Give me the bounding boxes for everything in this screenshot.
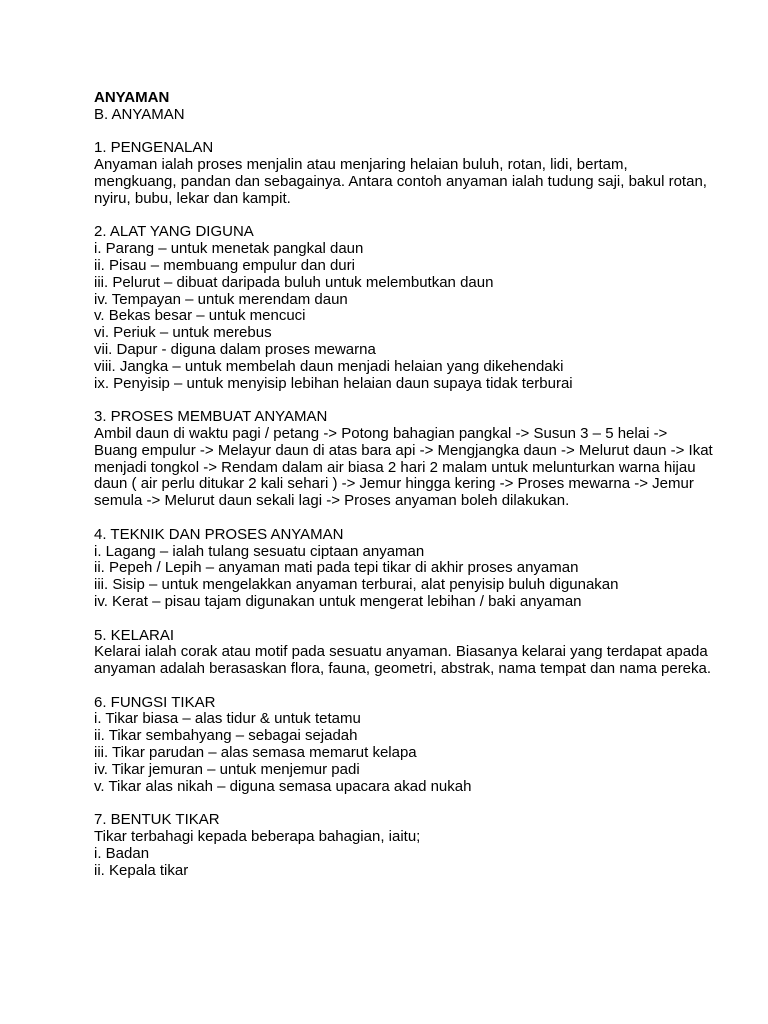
list-item: ii. Tikar sembahyang – sebagai sejadah (94, 727, 358, 745)
list-item: iii. Tikar parudan – alas semasa memarut kelapa (94, 744, 417, 762)
list-item: i. Parang – untuk menetak pangkal daun (94, 240, 364, 258)
section-bentuk-tikar (94, 812, 714, 879)
list-item: v. Tikar alas nikah – diguna semasa upacara akad nukah (94, 777, 472, 795)
section-heading: 3. PROSES MEMBUAT ANYAMAN (94, 408, 328, 426)
section-heading: 1. PENGENALAN (94, 139, 214, 157)
list-item: ix. Penyisip – untuk menyisip lebihan helaian daun supaya tidak terburai (94, 374, 573, 392)
list-item: iii. Pelurut – dibuat daripada buluh untuk melembutkan daun (94, 273, 494, 291)
section-body: Tikar terbahagi kepada beberapa bahagian, iaitu; (94, 828, 421, 846)
shape-list (94, 846, 714, 880)
tool-list (94, 241, 714, 392)
list-item: v. Bekas besar – untuk mencuci (94, 307, 306, 325)
document-title: ANYAMAN (94, 89, 170, 106)
list-item: i. Tikar biasa – alas tidur & untuk tetamu (94, 710, 361, 728)
section-alat-yang-diguna (94, 224, 714, 392)
list-item: ii. Pisau – membuang empulur dan duri (94, 256, 355, 274)
list-item: viii. Jangka – untuk membelah daun menjadi helaian yang dikehendaki (94, 357, 564, 375)
function-list (94, 711, 714, 795)
list-item: iv. Tikar jemuran – untuk menjemur padi (94, 760, 360, 778)
list-item: iv. Tempayan – untuk merendam daun (94, 290, 348, 308)
section-heading: 5. KELARAI (94, 626, 175, 644)
list-item: iv. Kerat – pisau tajam digunakan untuk mengerat lebihan / baki anyaman (94, 592, 582, 610)
list-item: i. Badan (94, 844, 150, 862)
list-item: iii. Sisip – untuk mengelakkan anyaman terburai, alat penyisip buluh digunakan (94, 576, 619, 594)
list-item: i. Lagang – ialah tulang sesuatu ciptaan anyaman (94, 542, 425, 560)
section-body: Anyaman ialah proses menjalin atau menjaring helaian buluh, rotan, lidi, bertam, mengkuang, pandan dan sebagainya. Antara contoh anyaman ialah tudung saji, bakul rotan, nyiru, bubu, lekar dan kampit. (94, 156, 707, 207)
document (94, 90, 714, 879)
section-fungsi-tikar (94, 695, 714, 796)
section-proses-membuat-anyaman (94, 409, 714, 510)
list-item: ii. Pepeh / Lepih – anyaman mati pada tepi tikar di akhir proses anyaman (94, 559, 579, 577)
section-kelarai (94, 628, 714, 678)
section-pengenalan (94, 140, 714, 207)
section-heading: 4. TEKNIK DAN PROSES ANYAMAN (94, 525, 344, 543)
document-subtitle: B. ANYAMAN (94, 105, 185, 123)
list-item: vii. Dapur - diguna dalam proses mewarna (94, 340, 376, 358)
list-item: ii. Kepala tikar (94, 861, 189, 879)
section-body: Kelarai ialah corak atau motif pada sesuatu anyaman. Biasanya kelarai yang terdapat apada anyaman adalah berasaskan flora, fauna, geometri, abstrak, nama tempat dan nama pereka. (94, 643, 712, 678)
technique-list (94, 544, 714, 611)
list-item: vi. Periuk – untuk merebus (94, 324, 272, 342)
section-heading: 6. FUNGSI TIKAR (94, 693, 216, 711)
section-heading: 7. BENTUK TIKAR (94, 811, 220, 829)
section-heading: 2. ALAT YANG DIGUNA (94, 223, 254, 241)
section-teknik-dan-proses (94, 527, 714, 611)
section-body: Ambil daun di waktu pagi / petang -> Potong bahagian pangkal -> Susun 3 – 5 helai -> Buang empulur -> Melayur daun di atas bara api -> Mengjangka daun -> Melurut daun -> Ikat menjadi tongkol -> Rendam dalam air biasa 2 hari 2 malam untuk melunturkan warna hijau daun ( air perlu ditukar 2 kali sehari ) -> Jemur hingga kering -> Proses mewarna -> Jemur semula -> Melurut daun sekali lagi -> Proses anyaman boleh dilakukan. (94, 424, 713, 510)
